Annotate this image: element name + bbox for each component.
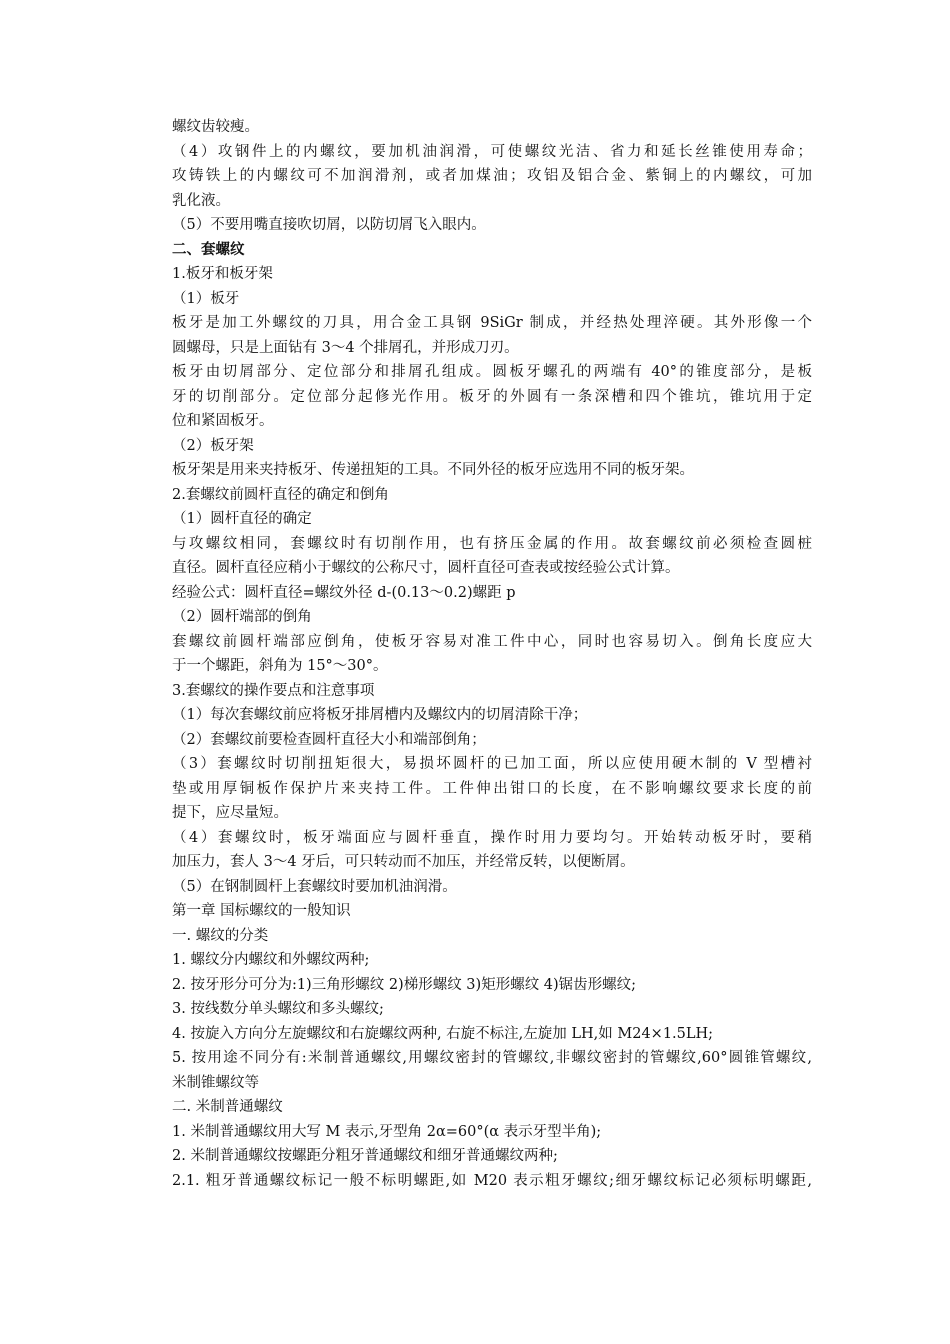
text-line: 1.板牙和板牙架 bbox=[172, 266, 273, 282]
text-line: 提下，应尽量短。 bbox=[172, 805, 288, 821]
text-line: 1. 米制普通螺纹用大写 M 表示,牙型角 2α=60°(α 表示牙型半角); bbox=[172, 1123, 602, 1140]
text-line: 攻铸铁上的内螺纹可不加润滑剂，或者加煤油；攻铝及铝合金、紫铜上的内螺纹，可加 bbox=[172, 168, 812, 184]
text-line: 一. 螺纹的分类 bbox=[172, 927, 269, 944]
text-line: 圆螺母，只是上面钻有 3～4 个排屑孔，并形成刀刃。 bbox=[172, 339, 519, 356]
text-line: （2）板牙架 bbox=[172, 437, 254, 454]
text-line: 2. 米制普通螺纹按螺距分粗牙普通螺纹和细牙普通螺纹两种; bbox=[172, 1148, 558, 1164]
text-line: （4）攻钢件上的内螺纹，要加机油润滑，可使螺纹光洁、省力和延长丝锥使用寿命； bbox=[172, 143, 812, 160]
text-line: 板牙架是用来夹持板牙、传递扭矩的工具。不同外径的板牙应选用不同的板牙架。 bbox=[172, 462, 694, 478]
text-line: 3. 按线数分单头螺纹和多头螺纹; bbox=[172, 1001, 384, 1017]
text-line: （1）每次套螺纹前应将板牙排屑槽内及螺纹内的切屑清除干净； bbox=[172, 707, 588, 723]
text-line: 二. 米制普通螺纹 bbox=[172, 1099, 283, 1115]
text-line: 2. 按牙形分可分为:1)三角形螺纹 2)梯形螺纹 3)矩形螺纹 4)锯齿形螺纹; bbox=[172, 976, 637, 993]
document-page bbox=[172, 115, 812, 1193]
text-line: （5）不要用嘴直接吹切屑，以防切屑飞入眼内。 bbox=[172, 217, 486, 233]
text-line: 经验公式：圆杆直径=螺纹外径 d-(0.13～0.2)螺距 p bbox=[172, 584, 516, 601]
text-line: 3.套螺纹的操作要点和注意事项 bbox=[172, 682, 375, 699]
text-line: （1）板牙 bbox=[172, 290, 240, 307]
text-line: 垫或用厚铜板作保护片来夹持工件。工件伸出钳口的长度，在不影响螺纹要求长度的前 bbox=[172, 780, 812, 797]
text-line: （1）圆杆直径的确定 bbox=[172, 511, 312, 527]
text-line: 板牙是加工外螺纹的刀具，用合金工具钢 9SiGr 制成，并经热处理淬硬。其外形像一个 bbox=[172, 315, 812, 331]
text-line: 第一章 国标螺纹的一般知识 bbox=[172, 903, 351, 919]
text-line: （2）圆杆端部的倒角 bbox=[172, 609, 312, 625]
text-line: 套螺纹前圆杆端部应倒角，使板牙容易对准工件中心，同时也容易切入。倒角长度应大 bbox=[172, 633, 812, 650]
section-heading: 二、套螺纹 bbox=[172, 240, 245, 258]
text-line: （3）套螺纹时切削扭矩很大，易损坏圆杆的已加工面，所以应使用硬木制的 V 型槽衬 bbox=[172, 756, 812, 772]
text-line: 1. 螺纹分内螺纹和外螺纹两种; bbox=[172, 952, 370, 968]
text-line: 米制锥螺纹等 bbox=[172, 1074, 259, 1091]
text-line: 4. 按旋入方向分左旋螺纹和右旋螺纹两种, 右旋不标注,左旋加 LH,如 M24×1.5LH; bbox=[172, 1025, 714, 1042]
text-line: 直径。圆杆直径应稍小于螺纹的公称尺寸，圆杆直径可查表或按经验公式计算。 bbox=[172, 560, 680, 576]
text-line: 与攻螺纹相同，套螺纹时有切削作用，也有挤压金属的作用。故套螺纹前必须检查圆桩 bbox=[172, 535, 812, 552]
text-line: 位和紧固板牙。 bbox=[172, 413, 274, 429]
text-line: 乳化液。 bbox=[172, 192, 230, 209]
text-line: 于一个螺距，斜角为 15°～30°。 bbox=[172, 658, 388, 674]
text-line: 5. 按用途不同分有:米制普通螺纹,用螺纹密封的管螺纹,非螺纹密封的管螺纹,60°圆锥管螺纹, bbox=[172, 1050, 812, 1066]
text-line: 2.1. 粗牙普通螺纹标记一般不标明螺距,如 M20 表示粗牙螺纹;细牙螺纹标记必须标明螺距, bbox=[172, 1172, 812, 1189]
text-line: 板牙由切屑部分、定位部分和排屑孔组成。圆板牙螺孔的两端有 40°的锥度部分，是板 bbox=[172, 364, 812, 380]
text-line: 加压力，套人 3～4 牙后，可只转动而不加压，并经常反转，以便断屑。 bbox=[172, 854, 635, 870]
text-line: 螺纹齿较瘦。 bbox=[172, 119, 259, 135]
text-line: （5）在钢制圆杆上套螺纹时要加机油润滑。 bbox=[172, 878, 457, 895]
text-line: （2）套螺纹前要检查圆杆直径大小和端部倒角； bbox=[172, 731, 486, 748]
text-line: 2.套螺纹前圆杆直径的确定和倒角 bbox=[172, 486, 389, 503]
text-line: （4）套螺纹时，板牙端面应与圆杆垂直，操作时用力要均匀。开始转动板牙时，要稍 bbox=[172, 829, 812, 846]
text-line: 牙的切削部分。定位部分起修光作用。板牙的外圆有一条深槽和四个锥坑，锥坑用于定 bbox=[172, 388, 812, 405]
